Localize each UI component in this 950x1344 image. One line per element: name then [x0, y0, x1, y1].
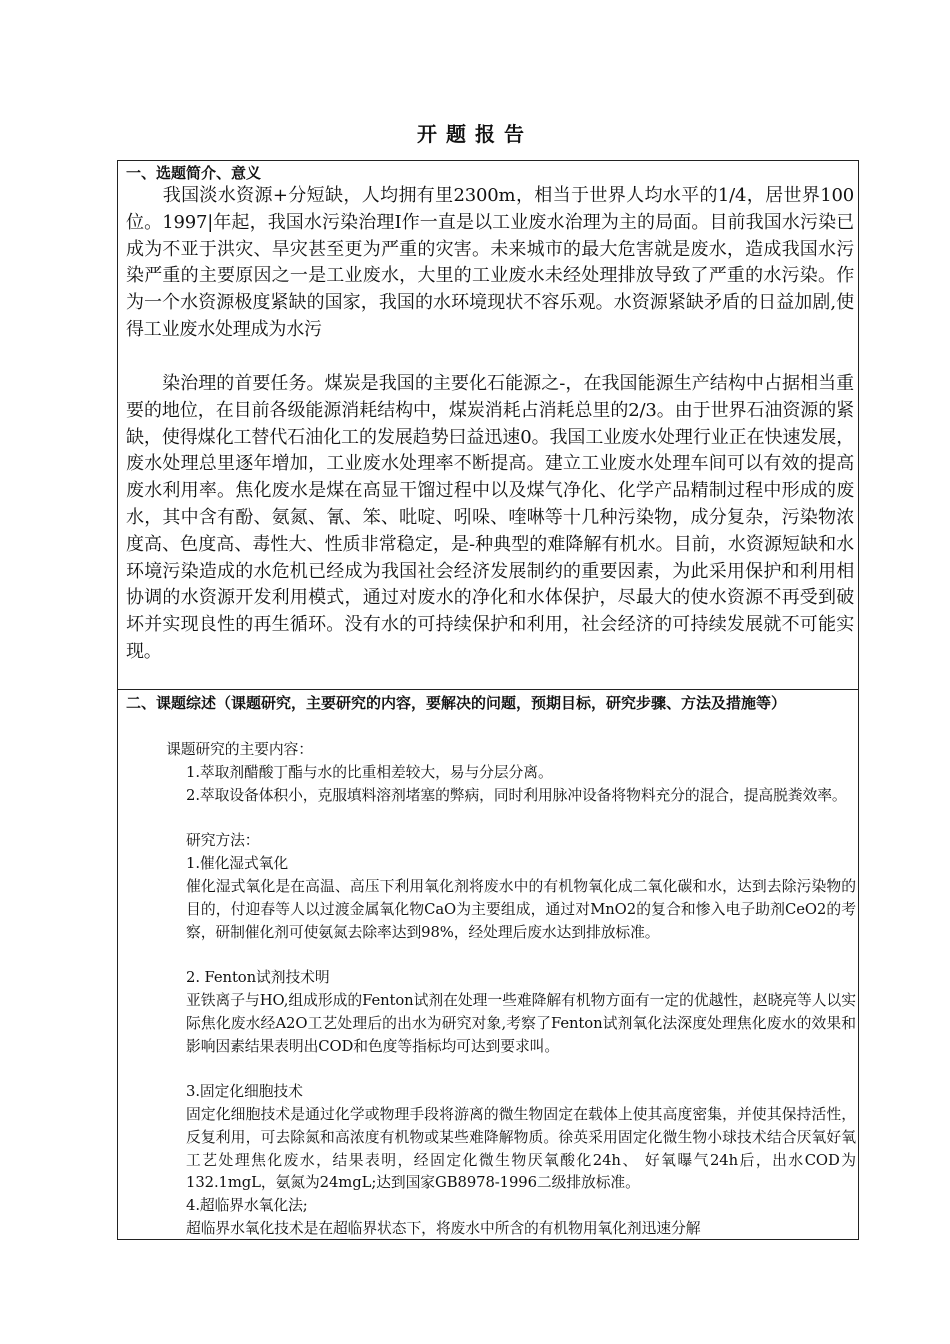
review-line-method-3-title: 3.固定化细胞技术 — [186, 1083, 303, 1100]
section-intro-paragraph-1: 我国淡水资源+分短缺，人均拥有里2300m，相当于世界人均水平的1/4，居世界100位。1997|年起，我国水污染治理I作一直是以工业废水治理为主的局面。目前我国水污染已成为不亚于洪灾、旱灾甚至更为严重的灾害。未来城市的最大危害就是废水，造成我国水污染严重的主要原因之一是工业废水，大里的工业废水未经处理排放导致了严重的水污染。作为一个水资源极度紧缺的国家，我国的水环境现状不容乐观。水资源紧缺矛盾的日益加剧,使得工业废水处理成为水污 — [126, 185, 854, 340]
review-line-method-2-title: 2. Fenton试剂技术明 — [186, 969, 330, 986]
review-line-contents-label: 课题研究的主要内容： — [166, 741, 313, 758]
review-line-method-1-title: 1.催化湿式氧化 — [186, 855, 289, 872]
section-intro-paragraph-2: 染治理的首要任务。煤炭是我国的主要化石能源之-，在我国能源生产结构中占据相当重要的地位，在目前各级能源消耗结构中，煤炭消耗占消耗总里的2/3。由于世界石油资源的紧缺，使得煤化工替代石油化工的发展趋势曰益迅速0。我国工业废水处理行业正在快速发展，废水处理总里逐年增加，工业废水处理率不断提高。建立工业废水处理车间可以有效的提高废水利用率。焦化废水是煤在高显干馏过程中以及煤气净化、化学产品精制过程中形成的废水，其中含有酚、氨氮、氰、笨、吡啶、吲哚、喹啉等十几种污染物，成分复杂，污染物浓度高、色度高、毒性大、性质非常稳定，是-种典型的难降解有机水。目前，水资源短缺和水环境污染造成的水危机已经成为我国社会经济发展制约的重要因素，为此采用保护和利用相协调的水资源开发利用模式，通过对废水的净化和水体保护，尽最大的使水资源不再受到破坏并实现良性的再生循环。没有水的可持续保护和利用，社会经济的可持续发展就不可能实现。 — [126, 373, 854, 662]
section-review — [117, 689, 859, 1240]
review-line-method-3-body: 固定化细胞技术是通过化学或物理手段将游离的微生物固定在载体上使其高度密集，并使其保持活性，反复利用，可去除氮和高浓度有机物或某些难降解物质。徐英采用固定化微生物小球技术结合厌氧好氧工艺处理焦化废水，结果表明，经固定化微生物厌氧酸化24h、 好氧曝气24h后，出水COD为132.1mgL，氨氮为24mgL;达到国家GB8978-1996二级排放标准。 — [186, 1106, 856, 1192]
review-line-method-1-body: 催化湿式氧化是在高温、高压下利用氧化剂将废水中的有机物氧化成二氧化碳和水，达到去除污染物的目的，付迎春等人以过渡金属氧化物CaO为主要组成，通过对MnO2的复合和惨入电子助剂CeO2的考察，研制催化剂可使氨氮去除率达到98%，经处理后废水达到排放标准。 — [186, 878, 856, 941]
section-intro — [117, 160, 859, 690]
section-review-heading: 二、课题综述（课题研究，主要研究的内容，要解决的问题，预期目标，研究步骤、方法及措施等） — [126, 694, 787, 712]
review-line-methods-label: 研究方法： — [186, 832, 260, 849]
review-line-item-2: 2.萃取设备体积小，克服填料溶剂堵塞的弊病，同时利用脉冲设备将物料充分的混合，提高脱粪效率。 — [186, 787, 847, 804]
review-line-item-1: 1.萃取剂醋酸丁酯与水的比重相差较大，易与分层分离。 — [186, 764, 553, 781]
review-line-method-4-title: 4.超临界水氧化法; — [186, 1197, 308, 1214]
review-line-method-2-body: 亚铁离子与HO,组成形成的Fenton试剂在处理一些难降解有机物方面有一定的优越性，赵晓亮等人以实际焦化废水经A2O工艺处理后的出水为研究对象,考察了Fenton试剂氧化法深度处理焦化废水的效果和影响因素结果表明出COD和色度等指标均可达到要求叫。 — [186, 992, 856, 1055]
section-intro-heading: 一、选题简介、意义 — [126, 164, 262, 182]
page-title: 开题报告 — [417, 122, 533, 146]
review-line-method-4-body: 超临界水氧化技术是在超临界状态下，将废水中所含的有机物用氧化剂迅速分解 — [186, 1220, 701, 1237]
